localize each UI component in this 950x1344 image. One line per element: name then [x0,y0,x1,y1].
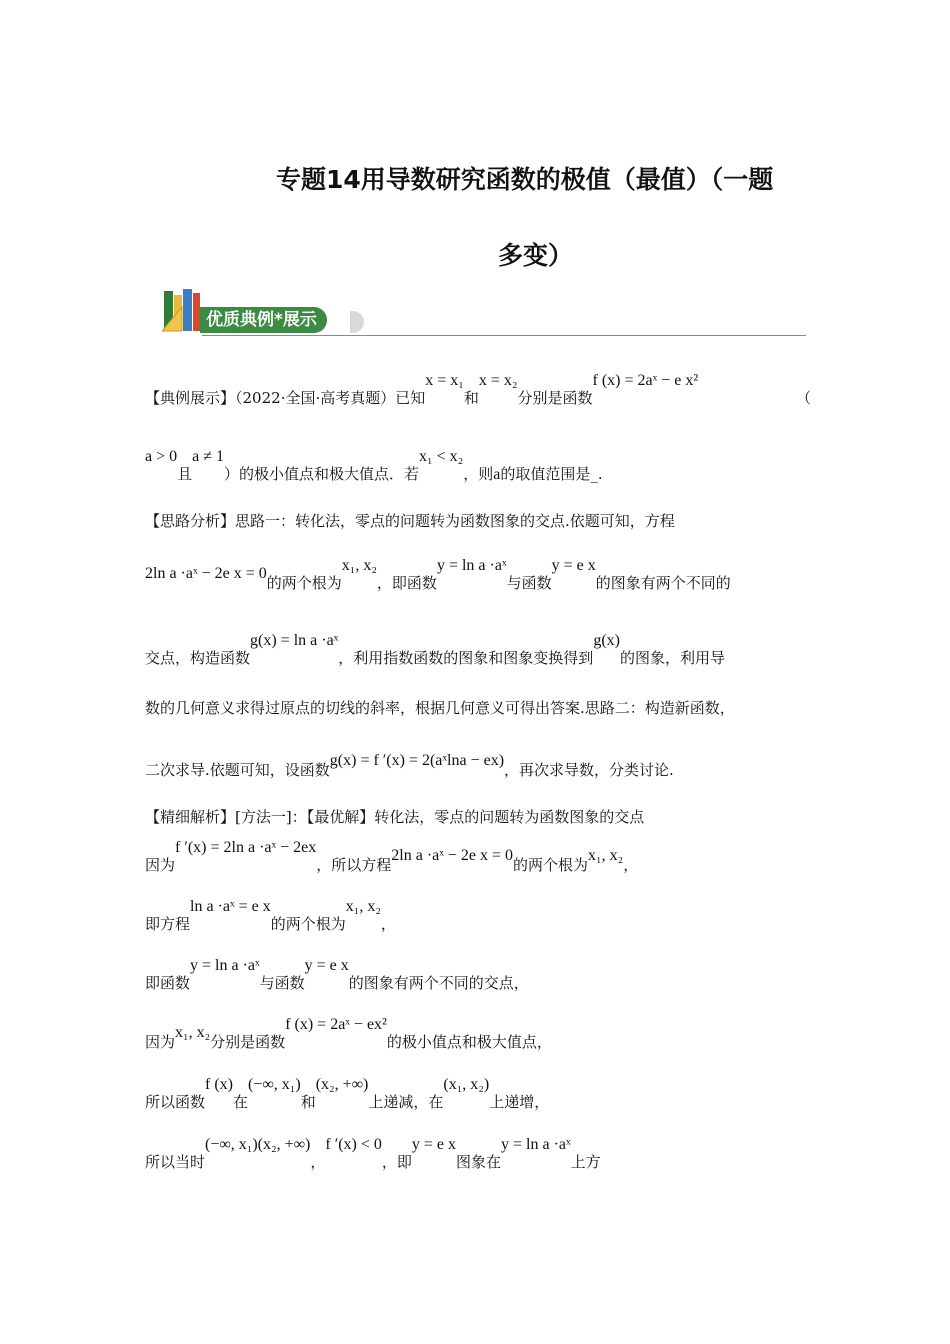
math-equation-2: 2ln a ·aˣ − 2e x = 0 [391,847,514,864]
math-roots-3: x₁, x₂ [345,898,381,915]
para-step-1 [145,839,639,876]
text-roots: 的两个根为 [266,574,342,592]
para-analysis-2 [145,557,731,594]
text-and: 和 [463,389,479,407]
math-a-neq-1: a ≠ 1 [192,448,225,465]
text-graph: 的图象有两个不同的 [595,574,731,592]
text-two-roots-2: 的两个根为 [270,915,346,933]
math-f-prime-neg: f ′(x) < 0 [325,1136,382,1153]
text-so-equation: ，所以方程 [316,856,392,874]
text-i-e-equation: 即方程 [145,915,191,933]
text-construct: 交点，构造函数 [145,649,251,667]
math-roots: x₁, x₂ [341,557,377,574]
text-comma-2: ， [380,915,396,933]
text-mid: 分别是函数 [517,389,593,407]
para-example [145,372,699,409]
para-step-4 [145,1016,552,1053]
banner-tail [350,311,364,333]
math-a: a [493,466,501,483]
math-g-def: g(x) = ln a ·aˣ [250,632,339,649]
text-so-when: 所以当时 [145,1153,206,1171]
analysis-text: 思路一：转化法，零点的问题转为函数图象的交点.依题可知，方程 [235,512,675,530]
math-x2: x = x₂ [478,372,518,389]
math-roots-4: x₁, x₂ [175,1024,211,1041]
document-title-line-1: 专题14用导数研究函数的极值（最值）（一题 [276,165,774,194]
solution-text: [方法一]：【最优解】转化法，零点的问题转为函数图象的交点 [235,808,645,826]
banner-label: 优质典例*展示 [200,307,327,333]
text-second-derivative: 二次求导.依题可知，设函数 [145,761,330,779]
text-so-function: 所以函数 [145,1093,206,1111]
math-interval-1: (−∞, x₁) [248,1076,301,1093]
para-analysis-4: 数的几何意义求得过原点的切线的斜率，根据几何意义可得出答案.思路二：构造新函数， [145,699,735,717]
text-classify: ，再次求导数，分类讨论. [504,761,674,779]
math-y-ln-3: y = ln a ·aˣ [501,1136,571,1153]
text-transform: ，利用指数函数的图象和图象变换得到 [338,649,594,667]
math-function-f: f (x) = 2aˣ − e x² [592,372,699,389]
document-title-line-2: 多变） [498,241,574,270]
para-step-3 [145,957,529,994]
math-y-ln-2: y = ln a ·aˣ [190,957,260,974]
text-range: 的取值范围是_. [500,465,603,483]
text-and-2: 和 [300,1093,316,1111]
text-then: ，则 [463,465,494,483]
para-analysis [145,511,675,531]
tag-example: 【典例展示】 [145,389,236,407]
text-condition: ）的极小值点和极大值点．若 [224,465,420,483]
open-paren: （ [796,389,812,407]
text-comma: ， [623,856,639,874]
math-equation: 2ln a ·aˣ − 2e x = 0 [145,565,267,582]
para-analysis-3 [145,632,725,669]
math-intervals: (−∞, x₁)(x₂, +∞) [205,1136,311,1153]
text-graph-use: 的图象，利用导 [619,649,725,667]
math-f-x: f (x) [205,1076,233,1093]
text-intersection: 的图象有两个不同的交点， [348,974,529,992]
text-increasing: 上递增， [489,1093,550,1111]
text-respectively: 分别是函数 [210,1033,286,1051]
math-x1-lt-x2: x₁ < x₂ [419,448,464,465]
math-y-ex-3: y = e x [411,1136,457,1153]
text-graph-on: 图象在 [456,1153,502,1171]
para-step-2 [145,898,396,935]
math-y-ln: y = ln a ·aˣ [436,557,507,574]
math-x1: x = x₁ [425,372,464,389]
text-with-func: 与函数 [506,574,552,592]
math-y-ex-2: y = e x [304,957,349,974]
para-solution [145,807,644,827]
text-on: 在 [233,1093,249,1111]
math-function-f-2: f (x) = 2aˣ − ex² [285,1016,387,1033]
text-decreasing: 上递减，在 [368,1093,444,1111]
text-comma-3: ， [310,1153,326,1171]
text-i-e: ，即 [381,1153,412,1171]
para-step-5 [145,1076,550,1113]
text-two-roots: 的两个根为 [513,856,589,874]
text-because-2: 因为 [145,1033,176,1051]
math-roots-2: x₁, x₂ [588,847,624,864]
source-text: （2022·全国·高考真题）已知 [235,389,426,407]
tag-solution: 【精细解析】 [145,808,236,826]
math-interval-2: (x₂, +∞) [315,1076,369,1093]
banner-rule [202,335,806,336]
text-because: 因为 [145,856,176,874]
math-a-positive: a > 0 [145,448,178,465]
para-condition [145,448,603,485]
text-extrema: 的极小值点和极大值点， [386,1033,552,1051]
math-f-prime: f ′(x) = 2ln a ·aˣ − 2ex [175,839,317,856]
para-analysis-5 [145,752,674,781]
math-y-ex: y = e x [551,557,596,574]
math-g-derivative: g(x) = f ′(x) = 2(aˣlna − ex) [329,752,505,769]
text-i-e-function: 即函数 [145,974,191,992]
math-interval-3: (x₁, x₂) [443,1076,490,1093]
text-above: 上方 [570,1153,601,1171]
section-banner [162,287,806,339]
para-step-6 [145,1136,601,1173]
text-qie: 且 [177,465,193,483]
math-ln-eq: ln a ·aˣ = e x [190,898,271,915]
tag-analysis: 【思路分析】 [145,512,236,530]
math-gx: g(x) [593,632,620,649]
text-func: ，即函数 [376,574,437,592]
text-with-function: 与函数 [259,974,305,992]
